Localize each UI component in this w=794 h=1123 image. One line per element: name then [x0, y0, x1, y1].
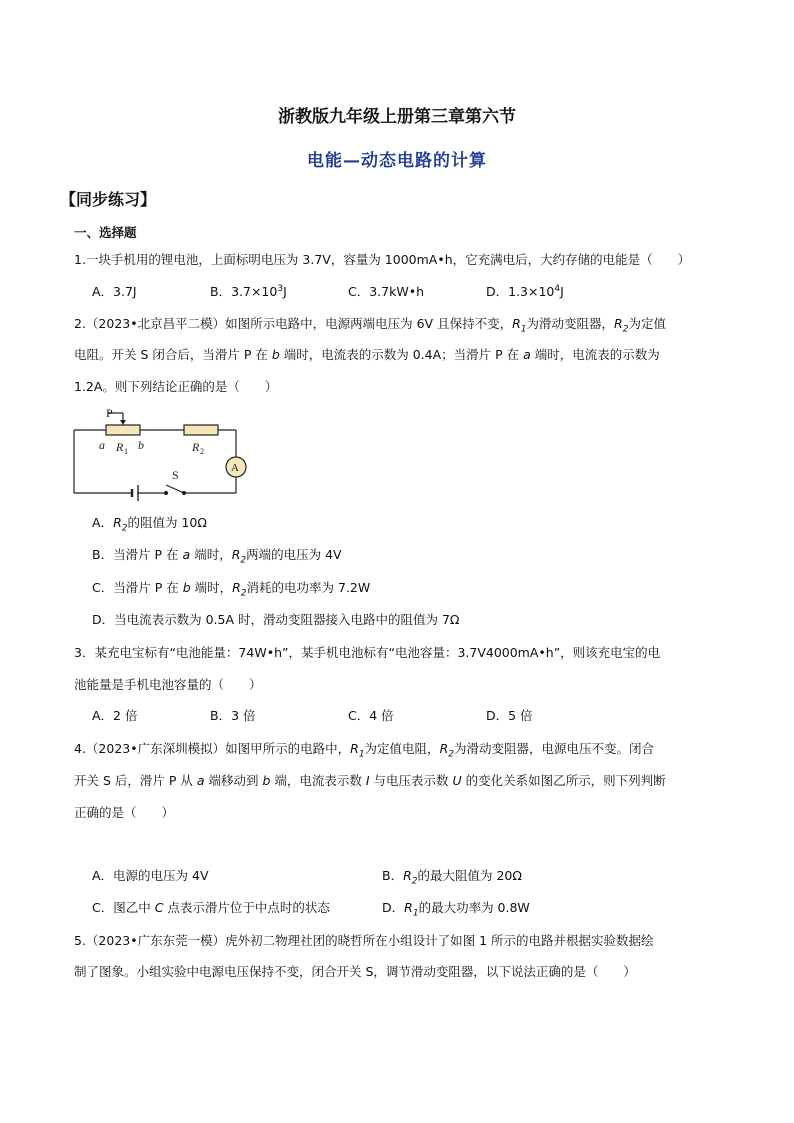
q3-option-a: A．2 倍 [92, 708, 138, 723]
part-heading: 一、选择题 [74, 225, 137, 240]
label-a: a [99, 438, 105, 452]
document-title: 浙教版九年级上册第三章第六节 [278, 107, 516, 127]
q2-stem-line2: 电阻。开关 S 闭合后，当滑片 P 在 b 端时，电流表的示数为 0.4A；当滑片 P 在 a 端时，电流表的示数为 [74, 347, 660, 362]
label-b: b [138, 438, 144, 452]
label-p: P [106, 406, 113, 420]
q2-option-a: A．$R_2$的阻值为 10Ω [92, 515, 207, 534]
q1-option-c: C．3.7kW•h [348, 284, 425, 299]
q1-stem: 1.一块手机用的锂电池，上面标明电压为 3.7V，容量为 1000mA•h，它充满电后，大约存储的电能是（ ） [74, 252, 691, 267]
q1-option-d: D．$1.3\times 10^4J$ [486, 283, 564, 299]
q2-option-d: D．当电流表示数为 0.5A 时，滑动变阻器接入电路中的阻值为 7Ω [92, 612, 460, 627]
q4-option-a: A．电源的电压为 4V [92, 868, 209, 883]
q4-option-b: B．$R_2$的最大阻值为 20Ω [382, 868, 522, 887]
q2-stem-line1: 2.（2023•北京昌平二模）如图所示电路中，电源两端电压为 6V 且保持不变，$R_1$为滑动变阻器，$R_2$为定值 [74, 316, 666, 335]
q5-stem-line1: 5.（2023•广东东莞一模）虎外初二物理社团的晓哲所在小组设计了如图 1 所示的电路并根据实验数据绘 [74, 933, 654, 948]
q2-option-c: C．当滑片 P 在 b 端时，$R_2$消耗的电功率为 7.2W [92, 580, 371, 599]
q4-stem-line2: 开关 S 后，滑片 P 从 a 端移动到 b 端，电流表示数 I 与电压表示数 U 的变化关系如图乙所示，则下列判断 [74, 773, 666, 788]
q1-option-b: B．$3.7\times 10^3J$ [210, 283, 287, 299]
q4-option-d: D．$R_1$的最大功率为 0.8W [382, 900, 530, 919]
q2-option-b: B．当滑片 P 在 a 端时，$R_2$两端的电压为 4V [92, 547, 342, 566]
q4-stem-line1: 4.（2023•广东深圳模拟）如图甲所示的电路中，$R_1$为定值电阻，$R_2$为滑动变阻器，电源电压不变。闭合 [74, 741, 654, 760]
q2-circuit-diagram [66, 405, 256, 505]
q5-stem-line2: 制了图象。小组实验中电源电压保持不变，闭合开关 S，调节滑动变阻器，以下说法正确的是（ ） [74, 964, 636, 979]
q3-option-d: D．5 倍 [486, 708, 533, 723]
label-r1-sub: 1 [124, 447, 128, 456]
q3-stem-line2: 池能量是手机电池容量的（ ） [74, 677, 262, 692]
section-heading: 【同步练习】 [60, 190, 157, 209]
r2-resistor [184, 425, 218, 435]
label-r2: R [192, 440, 200, 454]
label-ammeter: A [231, 462, 239, 474]
document-subtitle: 电能—动态电路的计算 [307, 151, 487, 171]
q3-option-c: C．4 倍 [348, 708, 394, 723]
label-r1: R [116, 440, 124, 454]
q3-option-b: B．3 倍 [210, 708, 256, 723]
label-r2-sub: 2 [200, 447, 204, 456]
label-s: S [172, 468, 179, 482]
q4-stem-line3: 正确的是（ ） [74, 805, 175, 820]
q1-option-a: A．3.7J [92, 284, 137, 299]
switch-s [166, 485, 184, 493]
q4-option-c: C．图乙中 C 点表示滑片位于中点时的状态 [92, 900, 330, 915]
q3-stem-line1: 3．某充电宝标有“电池能量：74W•h”，某手机电池标有“电池容量：3.7V4000mA•h”，则该充电宝的电 [74, 645, 661, 660]
r1-resistor [106, 425, 140, 435]
q2-stem-line3: 1.2A。则下列结论正确的是（ ） [74, 379, 278, 394]
